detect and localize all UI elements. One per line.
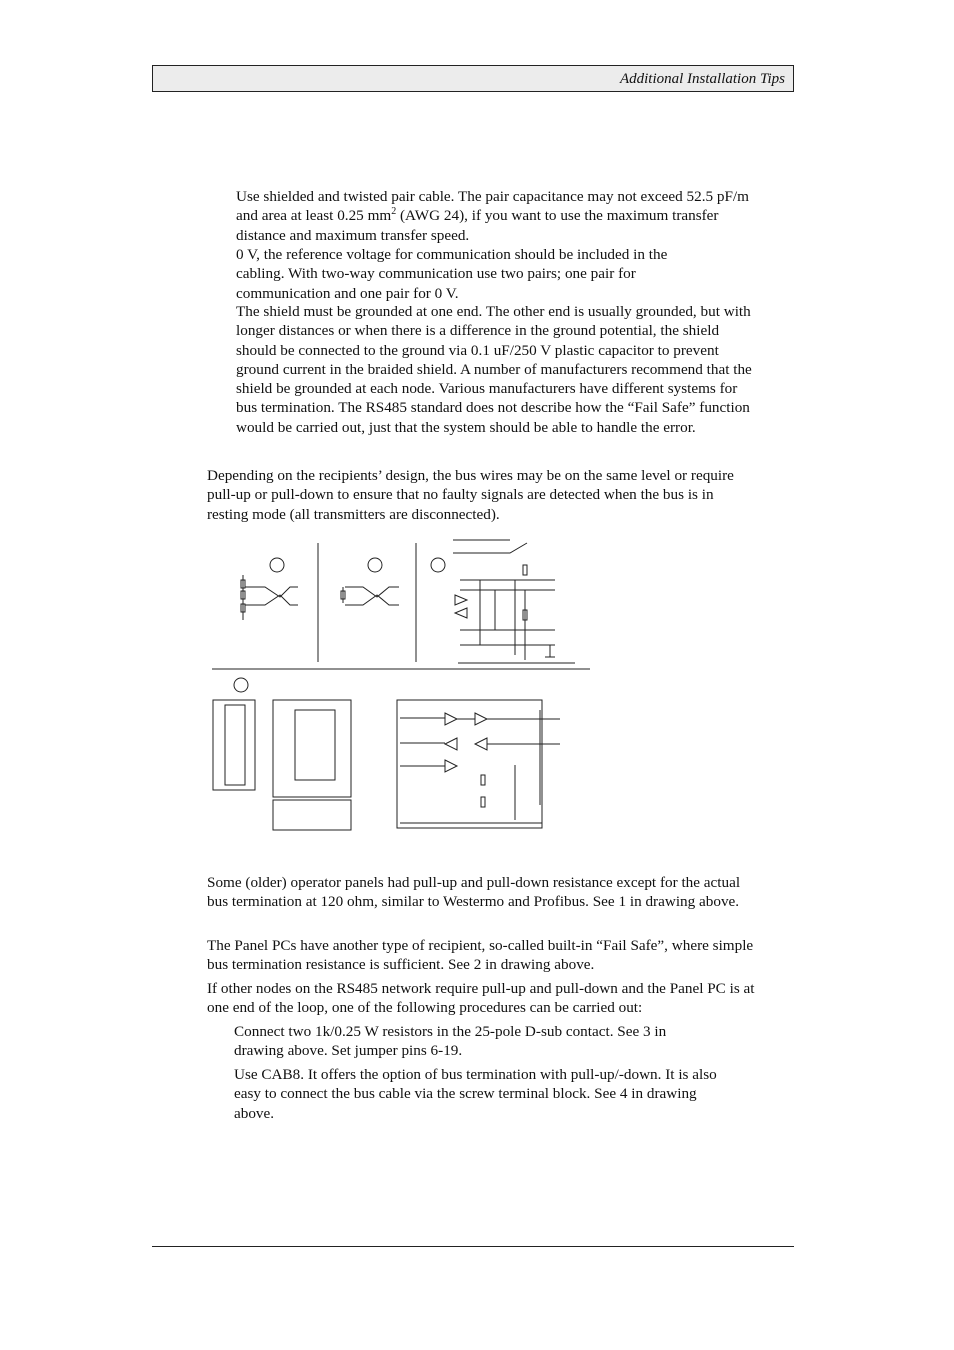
intro-item-cable-text-a: Use shielded and twisted pair cable. The pair capacitance may not exceed 52.5 pF/m and area at least 0.25 mm (236, 188, 749, 225)
intro-item-reference-voltage: 0 V, the reference voltage for communication should be included in the cabling. With two-way communication use two pairs; one pair for communication and one pair for 0 V. (236, 246, 668, 302)
rs485-wiring-diagram (205, 535, 605, 835)
superscript: 2 (391, 206, 397, 218)
diagram-marker-1 (270, 558, 284, 572)
diagram-marker-4 (234, 678, 248, 692)
paragraph-depending: Depending on the recipients’ design, the bus wires may be on the same level or require pull-up or pull-down to ensure that no faulty signals are detected when the bus is in resting mode (all transmitters are disconnected). (207, 467, 734, 523)
header-title: Additional Installation Tips (619, 71, 785, 87)
paragraph-panel-pcs: The Panel PCs have another type of recipient, so-called built-in “Fail Safe”, where simple bus termination resistance is sufficient. See 2 in drawing above. (207, 937, 754, 974)
paragraph-other-nodes: If other nodes on the RS485 network require pull-up and pull-down and the Panel PC is at one end of the loop, one of the following procedures can be carried out: (207, 980, 755, 1017)
paragraph-older-panels: Some (older) operator panels had pull-up and pull-down resistance except for the actual bus termination at 120 ohm, similar to Westermo and Profibus. See 1 in drawing above. (207, 874, 741, 911)
procedure-resistors: Connect two 1k/0.25 W resistors in the 25-pole D-sub contact. See 3 in drawing above. Set jumper pins 6-19. (234, 1023, 667, 1060)
diagram-marker-3 (431, 558, 445, 572)
diagram-marker-2 (368, 558, 382, 572)
intro-item-cable (236, 187, 756, 245)
intro-item-shield: The shield must be grounded at one end. The other end is usually grounded, but with longer distances or when there is a difference in the ground potential, the shield should be connected to the ground via 0.1 uF/250 V plastic capacitor to prevent ground current in the braided shield. A number of manufacturers recommend that the shield be grounded at each node. Various manufacturers have different systems for bus termination. The RS485 standard does not describe how the “Fail Safe” function would be carried out, just that the system should be able to handle the error. (236, 303, 752, 436)
procedure-cab8: Use CAB8. It offers the option of bus termination with pull-up/-down. It is also easy to connect the bus cable via the screw terminal block. See 4 in drawing above. (234, 1066, 717, 1122)
running-header (152, 65, 794, 92)
footer-rule (152, 1246, 794, 1247)
intro-item-cable-text-b: (AWG 24), if you want to use the maximum transfer distance and maximum transfer speed. (236, 207, 719, 244)
